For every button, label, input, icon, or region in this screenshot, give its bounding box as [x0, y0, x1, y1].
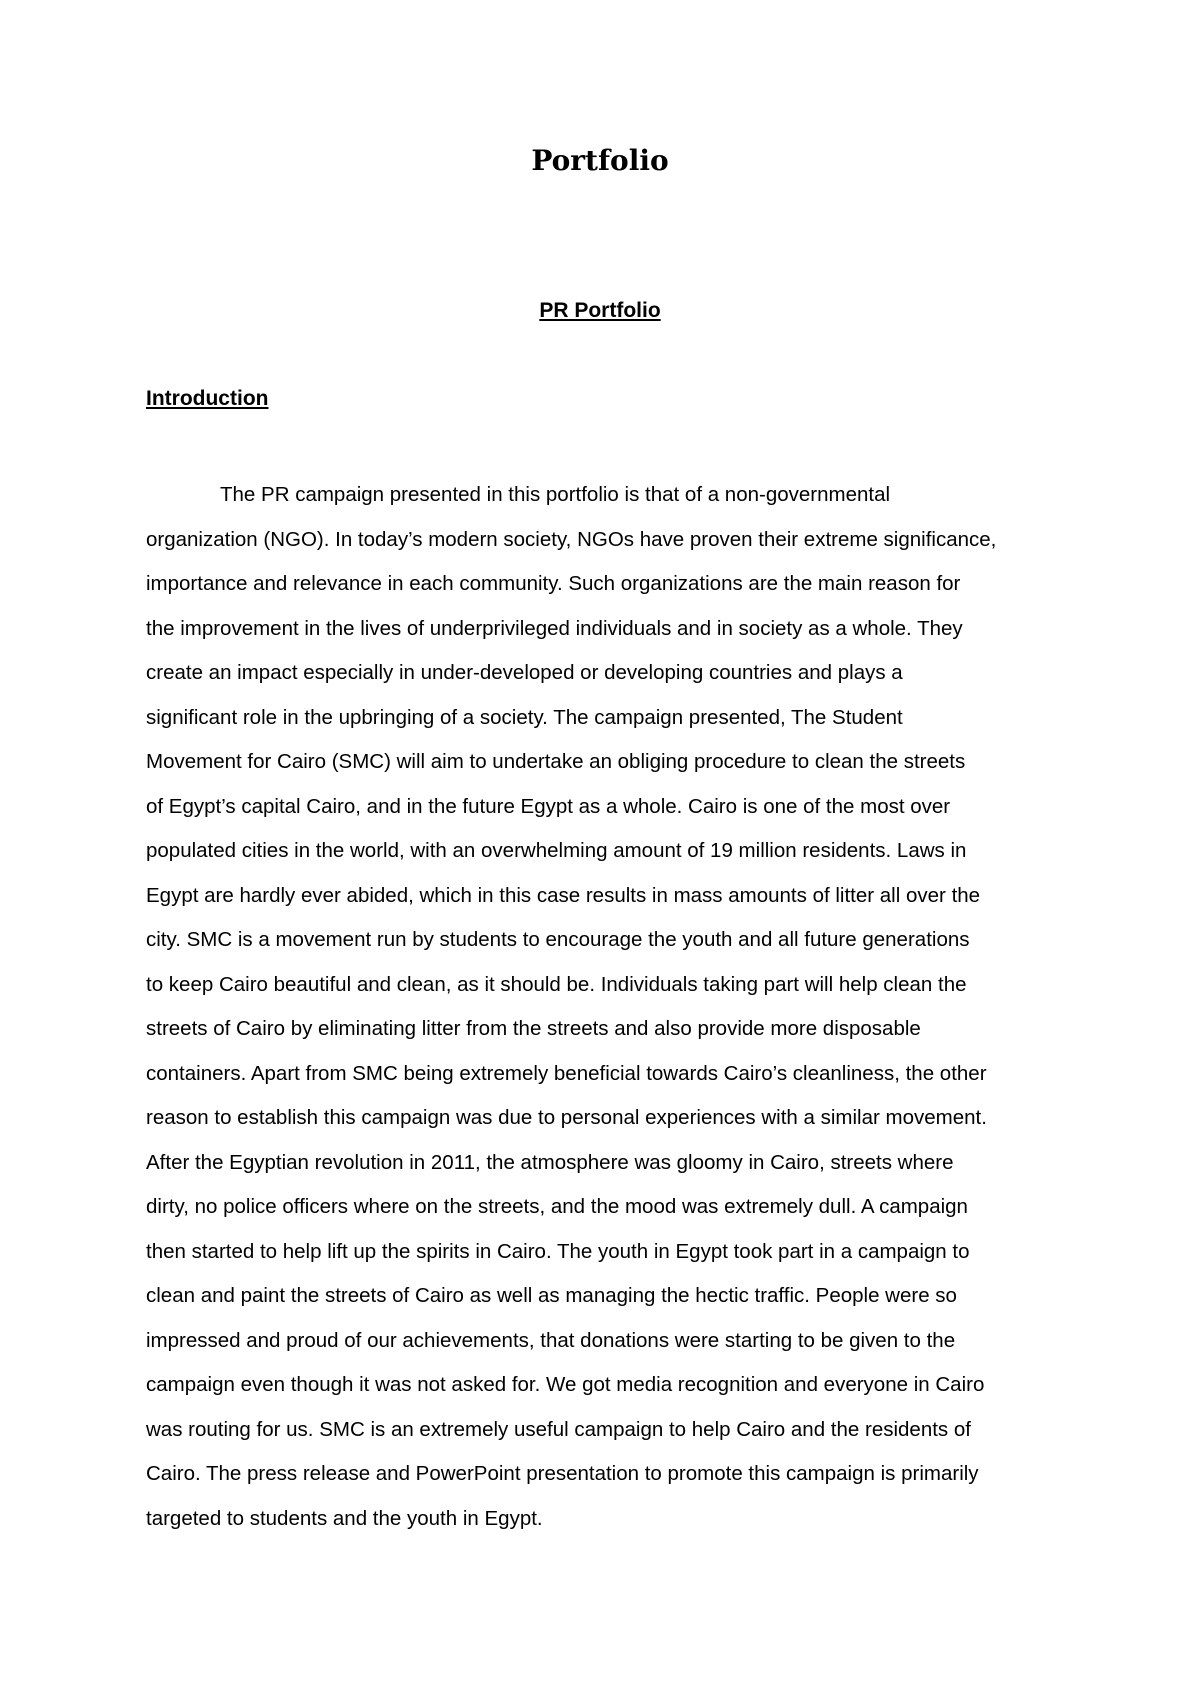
paragraph-line: dirty, no police officers where on the streets, and the mood was extremely dull. A campaign — [146, 1195, 968, 1218]
section-heading: PR Portfolio — [539, 299, 661, 322]
paragraph-line: Cairo. The press release and PowerPoint presentation to promote this campaign is primarily — [146, 1462, 979, 1485]
paragraph-line: impressed and proud of our achievements, that donations were starting to be given to the — [146, 1328, 956, 1352]
paragraph-line: clean and paint the streets of Cairo as well as managing the hectic traffic. People were so — [146, 1284, 957, 1307]
introduction-heading: Introduction — [146, 387, 269, 410]
paragraph-line: targeted to students and the youth in Egypt. — [146, 1506, 543, 1530]
paragraph-line: streets of Cairo by eliminating litter from the streets and also provide more disposable — [146, 1017, 921, 1040]
paragraph-line: create an impact especially in under-developed or developing countries and plays a — [146, 661, 903, 684]
document-title: Portfolio — [531, 144, 669, 177]
paragraph-line: significant role in the upbringing of a society. The campaign presented, The Student — [146, 705, 903, 729]
paragraph-line: of Egypt’s capital Cairo, and in the future Egypt as a whole. Cairo is one of the most over — [146, 794, 951, 818]
paragraph-line: to keep Cairo beautiful and clean, as it should be. Individuals taking part will help clean the — [146, 972, 967, 996]
paragraph-line: organization (NGO). In today’s modern society, NGOs have proven their extreme significance, — [146, 527, 997, 551]
introduction-paragraph — [146, 473, 1066, 1541]
paragraph-line: reason to establish this campaign was due to personal experiences with a similar movement. — [146, 1106, 987, 1129]
paragraph-line: Egypt are hardly ever abided, which in this case results in mass amounts of litter all over the — [146, 883, 981, 907]
paragraph-line: the improvement in the lives of underprivileged individuals and in society as a whole. They — [146, 616, 963, 640]
paragraph-line: populated cities in the world, with an overwhelming amount of 19 million residents. Laws in — [146, 839, 967, 862]
paragraph-line: city. SMC is a movement run by students to encourage the youth and all future generations — [146, 928, 970, 951]
paragraph-line: then started to help lift up the spirits in Cairo. The youth in Egypt took part in a campaign to — [146, 1239, 970, 1263]
paragraph-line: The PR campaign presented in this portfolio is that of a non-governmental — [220, 483, 891, 506]
paragraph-line: importance and relevance in each community. Such organizations are the main reason for — [146, 572, 961, 595]
paragraph-line: campaign even though it was not asked for. We got media recognition and everyone in Cairo — [146, 1373, 985, 1396]
paragraph-line: Movement for Cairo (SMC) will aim to undertake an obliging procedure to clean the streets — [146, 750, 966, 773]
paragraph-line: After the Egyptian revolution in 2011, the atmosphere was gloomy in Cairo, streets where — [146, 1150, 954, 1174]
paragraph-line: was routing for us. SMC is an extremely useful campaign to help Cairo and the residents of — [146, 1417, 971, 1441]
paragraph-line: containers. Apart from SMC being extremely beneficial towards Cairo’s cleanliness, the other — [146, 1061, 987, 1085]
